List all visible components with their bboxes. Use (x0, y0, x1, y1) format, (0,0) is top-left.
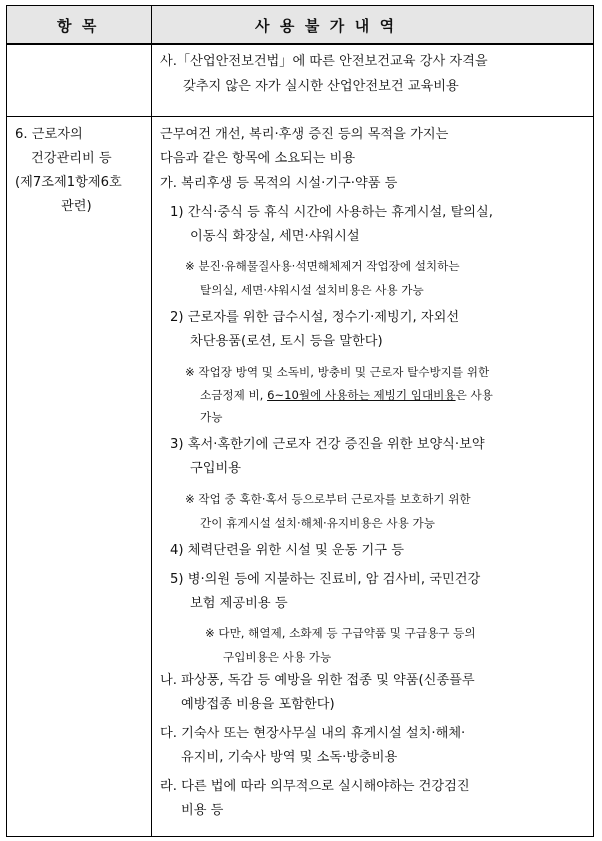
row-prev-line-2: 갖추지 않은 자가 실시한 산업안전보건 교육비용 (183, 79, 459, 94)
note-5-line-1: ※ 다만, 해열제, 소화제 등 구급약품 및 구급용구 등의 (205, 626, 476, 640)
intro-line-1: 근무여건 개선, 복리·후생 증진 등의 목적을 가지는 (160, 127, 449, 142)
row-prev-line-1: 사.「산업안전보건법」에 따른 안전보건교육 강사 자격을 (160, 54, 488, 69)
column-divider (151, 6, 152, 836)
item-2-line-2: 차단용품(로션, 토시 등을 말한다) (190, 334, 383, 349)
clause-ga: 가. 복리후생 등 목적의 시설·기구·약품 등 (160, 176, 398, 191)
note-2-line-3: 가능 (200, 410, 223, 424)
note-1-line-2: 탈의실, 세면·샤워시설 설치비용은 사용 가능 (200, 283, 424, 297)
clause-ra-line-1: 라. 다른 법에 따라 의무적으로 실시해야하는 건강검진 (160, 779, 470, 794)
table-header (7, 6, 593, 45)
clause-na-line-2: 예방접종 비용을 포함한다) (181, 697, 335, 712)
item-title-line-1: 6. 근로자의 (15, 127, 83, 142)
note-3-line-1: ※ 작업 중 혹한·혹서 등으로부터 근로자를 보호하기 위한 (185, 492, 471, 506)
clause-da-line-1: 다. 기숙사 또는 현장사무실 내의 휴게시설 설치·해체· (160, 726, 466, 741)
clause-ra-line-2: 비용 등 (181, 803, 224, 818)
intro-line-2: 다음과 같은 항목에 소요되는 비용 (160, 151, 356, 166)
item-4: 4) 체력단련을 위한 시설 및 운동 기구 등 (170, 543, 404, 558)
item-3-line-1: 3) 혹서·혹한기에 근로자 건강 증진을 위한 보양식·보약 (170, 437, 485, 452)
note-5-line-2: 구입비용은 사용 가능 (223, 650, 332, 664)
usage-table (6, 5, 594, 837)
item-5-line-2: 보험 제공비용 등 (190, 596, 288, 611)
item-ref-line-1: (제7조제1항제6호 (15, 175, 122, 190)
item-1-line-2: 이동식 화장실, 세면·샤워시설 (190, 229, 360, 244)
note-2-line-2: 소금정제 비, 6~10월에 사용하는 제빙기 임대비용은 사용 (200, 388, 493, 402)
clause-na-line-1: 나. 파상풍, 독감 등 예방을 위한 접종 및 약품(신종플루 (160, 673, 475, 688)
underlined-ice-machine-rental: 6~10월에 사용하는 제빙기 임대비용 (267, 388, 456, 402)
note-2-line-1: ※ 작업장 방역 및 소독비, 방충비 및 근로자 탈수방지를 위한 (185, 365, 490, 379)
header-item: 항 목 (57, 17, 97, 35)
row-divider (7, 116, 593, 117)
header-prohibited-usage: 사 용 불 가 내 역 (255, 17, 395, 35)
item-3-line-2: 구입비용 (190, 461, 241, 476)
item-1-line-1: 1) 간식·중식 등 휴식 시간에 사용하는 휴게시설, 탈의실, (170, 205, 493, 220)
note-3-line-2: 간이 휴게시설 설치·해체·유지비용은 사용 가능 (200, 516, 435, 530)
item-5-line-1: 5) 병·의원 등에 지불하는 진료비, 암 검사비, 국민건강 (170, 572, 481, 587)
item-title-line-2: 건강관리비 등 (31, 151, 112, 166)
item-2-line-1: 2) 근로자를 위한 급수시설, 정수기·제빙기, 자외선 (170, 310, 460, 325)
item-ref-line-2: 관련) (61, 199, 92, 214)
note-1-line-1: ※ 분진·유해물질사용·석면해체제거 작업장에 설치하는 (185, 259, 460, 273)
clause-da-line-2: 유지비, 기숙사 방역 및 소독·방충비용 (181, 750, 398, 765)
